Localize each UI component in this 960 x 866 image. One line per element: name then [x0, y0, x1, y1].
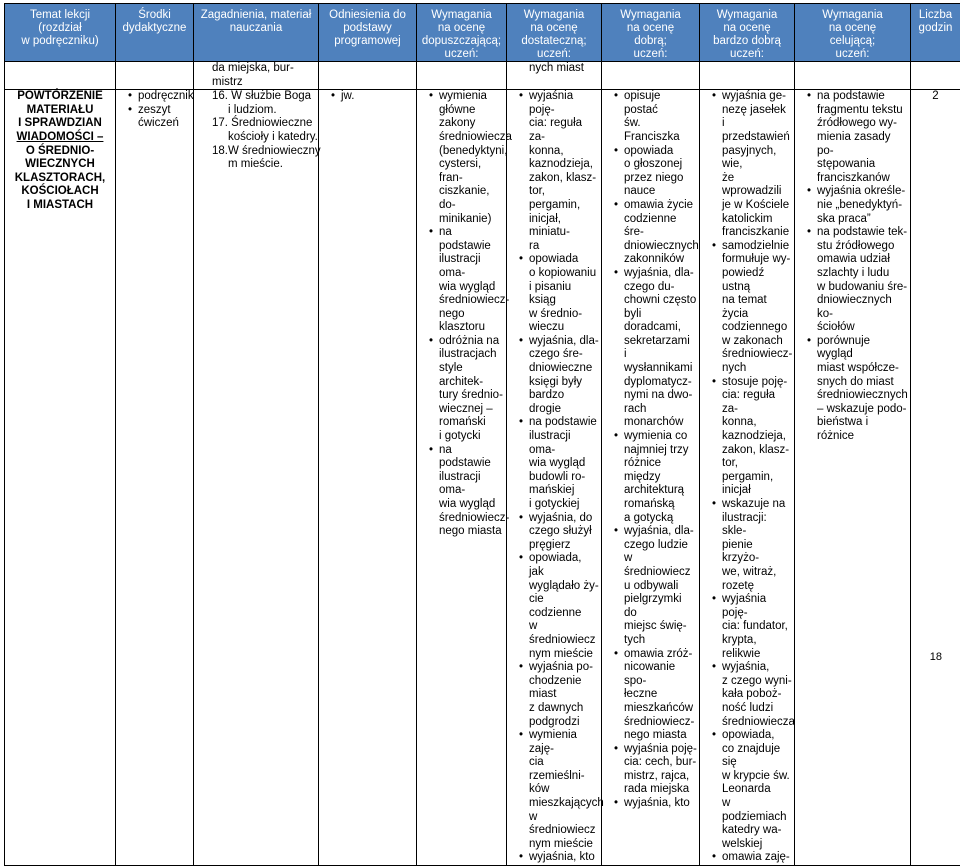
req-satisfactory-list — [507, 90, 601, 865]
req-very-good-cell — [700, 90, 795, 866]
topic-line: POWTÓRZENIE — [5, 90, 115, 104]
req-satisfactory-item: • wymienia zaję- cia rzemieślni- ków mieszkających w średniowiecz nym mieście — [529, 729, 599, 851]
req-satisfactory-item: • wyjaśnia poję- cia: reguła za- konna, kaznodzieja, zakon, klasz- tor, pergamin, inicjał, miniatu- ra — [529, 90, 599, 253]
header-hours: Liczba godzin — [911, 4, 960, 62]
cont-good-cell — [602, 62, 700, 90]
aids-cell — [116, 90, 194, 866]
req-good-list — [602, 90, 699, 810]
cont-curriculum-cell — [319, 62, 417, 90]
header-req-excellent: Wymagania na ocenę celującą; uczeń: — [795, 4, 911, 62]
req-satisfactory-item: • opowiada o kopiowaniu i pisaniu ksiąg w średnio- wieczu — [529, 253, 599, 335]
cont-excellent-cell — [795, 62, 911, 90]
topic-line: MATERIAŁU — [5, 104, 115, 118]
req-very-good-item: • samodzielnie formułuje wy- powiedź ustną na temat życia codziennego w zakonach średniowiecz- nych — [722, 240, 792, 376]
req-good-item: • omawia zróż- nicowanie spo- łeczne mieszkańców średniowiecz- nego miasta — [624, 648, 697, 743]
req-very-good-item: • wyjaśnia poję- cia: fundator, krypta, relikwie — [722, 593, 792, 661]
topic-line: WIECZNYCH — [5, 158, 115, 172]
aids-list — [116, 90, 193, 131]
header-req-satisfactory: Wymagania na ocenę dostateczną; uczeń: — [507, 4, 602, 62]
header-curriculum: Odniesienia do podstawy programowej — [319, 4, 417, 62]
req-good-cell — [602, 90, 700, 866]
material-item: 16. W służbie Boga i ludziom. — [212, 90, 316, 117]
topic-line: I MIASTACH — [5, 199, 115, 213]
req-satisfactory-cell — [507, 90, 602, 866]
req-satisfactory-item: • wyjaśnia, kto — [529, 851, 599, 865]
topic-line: KLASZTORACH, — [5, 172, 115, 186]
continuation-row — [5, 62, 960, 90]
header-req-good: Wymagania na ocenę dobrą; uczeń: — [602, 4, 700, 62]
curriculum-table — [4, 3, 960, 866]
req-very-good-item: • wskazuje na ilustracji: skle- pienie krzyżo- we, witraż, rozetę — [722, 498, 792, 593]
header-topic: Temat lekcji (rozdział w podręczniku) — [5, 4, 116, 62]
req-pass-list — [417, 90, 506, 539]
req-excellent-item: • na podstawie fragmentu tekstu źródłowego wy- mienia zasady po- stępowania franciszkanów — [817, 90, 908, 185]
req-good-item: • omawia życie codzienne śre- dniowiecznych zakonników — [624, 199, 697, 267]
req-satisfactory-item: • wyjaśnia, do czego służył pręgierz — [529, 512, 599, 553]
page-number: 18 — [930, 651, 942, 663]
header-req-pass: Wymagania na ocenę dopuszczającą; uczeń: — [417, 4, 507, 62]
cont-topic-cell — [5, 62, 116, 90]
req-very-good-item: • omawia zaję- — [722, 851, 792, 865]
req-good-item: • wymienia co najmniej trzy różnice między architekturą romańską a gotycką — [624, 430, 697, 525]
header-aids: Środki dydaktyczne — [116, 4, 194, 62]
lesson-topic — [5, 90, 116, 866]
req-good-item: • opisuje postać św. Franciszka — [624, 90, 697, 144]
req-excellent-item: • na podstawie tek- stu źródłowego omawia udział szlachty i ludu w budowaniu śre- dniowiecznych ko- ściołów — [817, 226, 908, 335]
req-good-item: • wyjaśnia, dla- czego ludzie w średniowiecz u odbywali pielgrzymki do miejsc świę- tych — [624, 525, 697, 647]
req-pass-item: • na podstawie ilustracji oma- wia wygląd średniowiecz- nego klasztoru — [439, 226, 504, 335]
hours-value: 2 — [911, 90, 960, 104]
topic-line: KOŚCIOŁACH — [5, 185, 115, 199]
req-pass-item: • wymienia główne zakony średniowiecza (benedyktyni, cystersi, fran- ciszkanie, do- minikanie) — [439, 90, 504, 226]
header-req-very-good: Wymagania na ocenę bardzo dobrą uczeń: — [700, 4, 795, 62]
cont-aids-cell — [116, 62, 194, 90]
req-very-good-item: • wyjaśnia, z czego wyni- kała poboż- ność ludzi średniowiecza — [722, 661, 792, 729]
req-satisfactory-item: • wyjaśnia, dla- czego śre- dniowieczne księgi były bardzo drogie — [529, 335, 599, 417]
cont-very-good-cell — [700, 62, 795, 90]
materials-list — [194, 90, 318, 172]
cont-materials-cell — [194, 62, 319, 90]
req-pass-item: • na podstawie ilustracji oma- wia wygląd średniowiecz- nego miasta — [439, 444, 504, 539]
hours-cell — [911, 90, 960, 866]
req-good-item: • wyjaśnia poję- cia: cech, bur- mistrz, rajca, rada miejska — [624, 743, 697, 797]
material-item: 17. Średniowieczne kościoły i katedry. — [212, 117, 316, 144]
cont-satisfactory-text: nych miast — [507, 62, 601, 76]
req-good-item: • wyjaśnia, kto — [624, 797, 697, 811]
req-excellent-list — [795, 90, 910, 443]
cont-hours-cell — [911, 62, 960, 90]
cont-materials-text: da miejska, bur- mistrz — [194, 62, 318, 89]
topic-line: O ŚREDNIO- — [5, 145, 115, 159]
req-satisfactory-item: • wyjaśnia po- chodzenie miast z dawnych podgrodzi — [529, 661, 599, 729]
topic-line: I SPRAWDZIAN — [5, 117, 115, 131]
aid-item: • podręcznik — [138, 90, 191, 104]
req-satisfactory-item: • opowiada, jak wyglądało ży- cie codzienne w średniowiecz nym mieście — [529, 552, 599, 661]
req-very-good-list — [700, 90, 794, 865]
materials-cell — [194, 90, 319, 866]
req-pass-item: • odróżnia na ilustracjach style architek- tury średnio- wiecznej – romański i gotycki — [439, 335, 504, 444]
aid-item: • zeszyt ćwiczeń — [138, 104, 191, 131]
cont-satisfactory-cell — [507, 62, 602, 90]
cont-pass-cell — [417, 62, 507, 90]
req-very-good-item: • stosuje poję- cia: reguła za- konna, kaznodzieja, zakon, klasz- tor, pergamin, inicjał — [722, 376, 792, 498]
header-row — [5, 4, 960, 62]
curriculum-ref: • jw. — [341, 90, 414, 104]
req-satisfactory-item: • na podstawie ilustracji oma- wia wygląd budowli ro- mańskiej i gotyckiej — [529, 416, 599, 511]
req-pass-cell — [417, 90, 507, 866]
req-good-item: • opowiada o głoszonej przez niego nauce — [624, 145, 697, 199]
req-good-item: • wyjaśnia, dla- czego du- chowni często byli doradcami, sekretarzami i wysłannikami dyplomatycz- nymi na dwo- rach monarchów — [624, 267, 697, 430]
req-very-good-item: • opowiada, co znajduje się w krypcie św. Leonarda w podziemiach katedry wa- welskiej — [722, 729, 792, 851]
curriculum-cell — [319, 90, 417, 866]
topic-line: WIADOMOŚCI – — [5, 131, 115, 145]
req-excellent-item: • wyjaśnia określe- nie „benedyktyń- ska praca” — [817, 185, 908, 226]
material-item: 18.W średniowieczny m mieście. — [212, 145, 316, 172]
header-materials: Zagadnienia, materiał nauczania — [194, 4, 319, 62]
req-excellent-item: • porównuje wygląd miast współcze- snych do miast średniowiecznych – wskazuje podo- bieństwa i różnice — [817, 335, 908, 444]
req-excellent-cell — [795, 90, 911, 866]
req-very-good-item: • wyjaśnia ge- nezę jasełek i przedstawień pasyjnych, wie, że wprowadzili je w Kościele katolickim franciszkanie — [722, 90, 792, 240]
lesson-row — [5, 90, 960, 866]
